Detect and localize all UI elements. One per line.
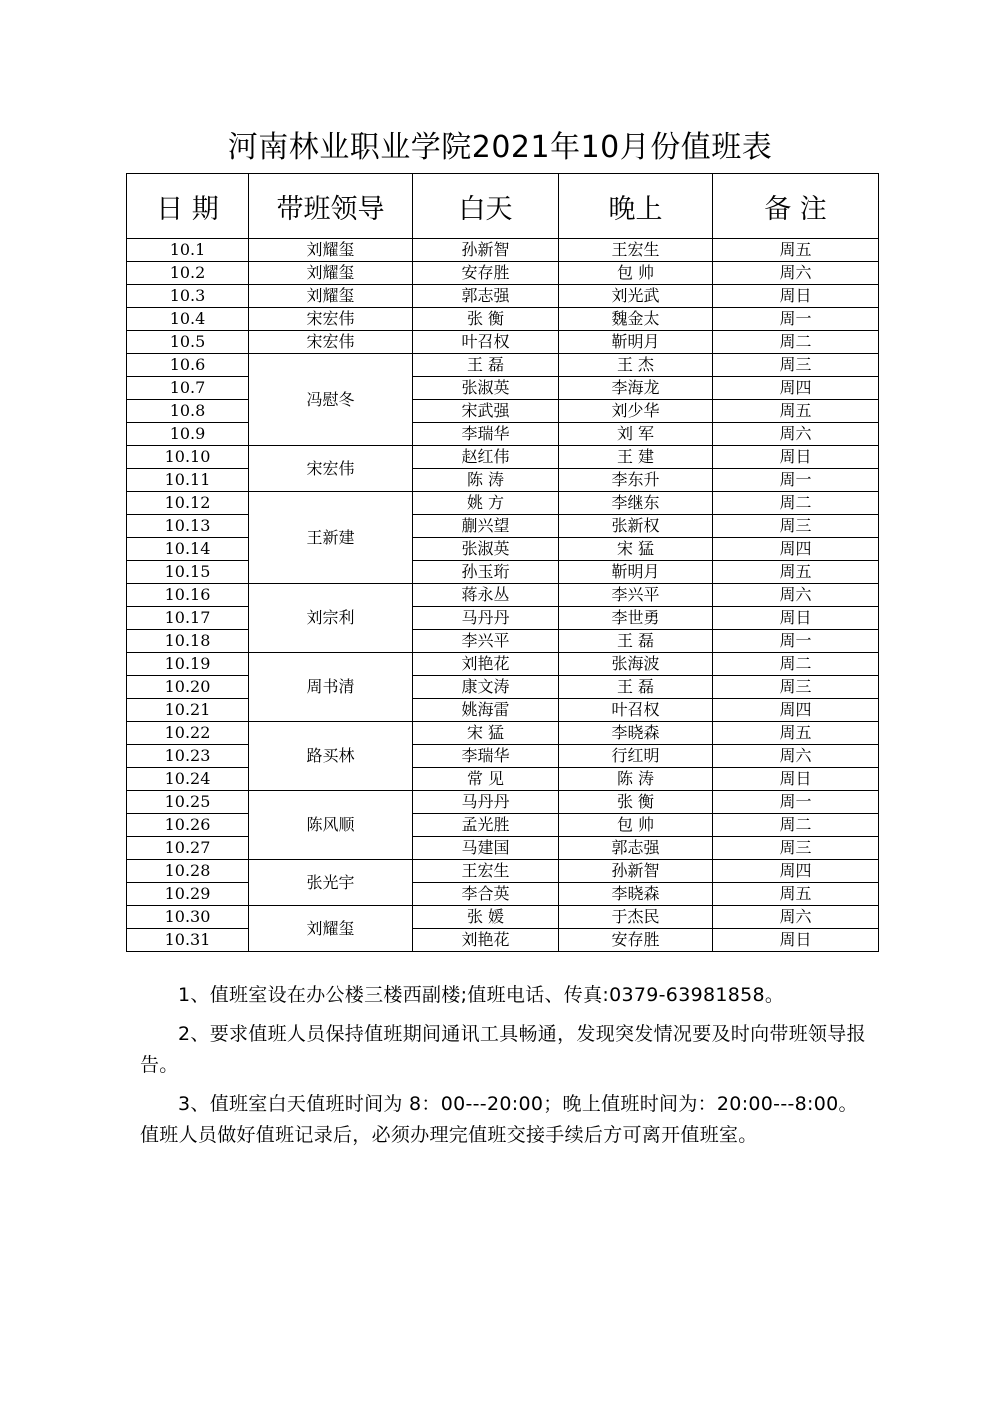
table-header-row (127, 174, 879, 239)
table-row (127, 561, 879, 584)
cell-remarks: 周五 (713, 239, 879, 262)
header-day-shift: 白天 (413, 174, 559, 239)
table-row (127, 584, 879, 607)
cell-remarks: 周日 (713, 929, 879, 952)
cell-date: 10.3 (127, 285, 249, 308)
cell-remarks: 周四 (713, 377, 879, 400)
cell-leader: 刘耀玺 (249, 239, 413, 262)
table-row (127, 676, 879, 699)
cell-day-shift: 蒋永丛 (413, 584, 559, 607)
cell-day-shift: 郭志强 (413, 285, 559, 308)
cell-date: 10.23 (127, 745, 249, 768)
cell-night-shift: 安存胜 (559, 929, 713, 952)
table-row (127, 883, 879, 906)
cell-night-shift: 包 帅 (559, 262, 713, 285)
cell-night-shift: 李继东 (559, 492, 713, 515)
cell-night-shift: 刘光武 (559, 285, 713, 308)
cell-remarks: 周二 (713, 492, 879, 515)
cell-night-shift: 宋 猛 (559, 538, 713, 561)
cell-day-shift: 孙玉珩 (413, 561, 559, 584)
header-date: 日 期 (127, 174, 249, 239)
cell-day-shift: 赵红伟 (413, 446, 559, 469)
cell-date: 10.9 (127, 423, 249, 446)
cell-leader: 冯慰冬 (249, 354, 413, 446)
header-night-shift: 晚上 (559, 174, 713, 239)
table-row (127, 699, 879, 722)
cell-night-shift: 王宏生 (559, 239, 713, 262)
cell-leader: 宋宏伟 (249, 308, 413, 331)
table-row (127, 469, 879, 492)
table-row (127, 492, 879, 515)
cell-remarks: 周六 (713, 262, 879, 285)
cell-day-shift: 姚海雷 (413, 699, 559, 722)
cell-date: 10.18 (127, 630, 249, 653)
cell-remarks: 周五 (713, 883, 879, 906)
table-row (127, 607, 879, 630)
cell-remarks: 周六 (713, 745, 879, 768)
cell-leader: 路买林 (249, 722, 413, 791)
cell-date: 10.22 (127, 722, 249, 745)
cell-night-shift: 魏金太 (559, 308, 713, 331)
cell-day-shift: 李瑞华 (413, 745, 559, 768)
cell-leader: 宋宏伟 (249, 331, 413, 354)
cell-date: 10.19 (127, 653, 249, 676)
cell-date: 10.2 (127, 262, 249, 285)
cell-leader: 周书清 (249, 653, 413, 722)
cell-day-shift: 李兴平 (413, 630, 559, 653)
table-row (127, 837, 879, 860)
cell-night-shift: 行红明 (559, 745, 713, 768)
cell-night-shift: 王 磊 (559, 630, 713, 653)
cell-remarks: 周六 (713, 906, 879, 929)
table-row (127, 262, 879, 285)
cell-remarks: 周五 (713, 400, 879, 423)
cell-night-shift: 靳明月 (559, 561, 713, 584)
cell-remarks: 周四 (713, 538, 879, 561)
page-title: 河南林业职业学院2021年10月份值班表 (227, 130, 773, 165)
cell-day-shift: 康文涛 (413, 676, 559, 699)
cell-night-shift: 刘 军 (559, 423, 713, 446)
cell-remarks: 周日 (713, 446, 879, 469)
table-row (127, 538, 879, 561)
note-1: 1、值班室设在办公楼三楼西副楼;值班电话、传真:0379-63981858。 (178, 984, 785, 1006)
cell-day-shift: 孙新智 (413, 239, 559, 262)
cell-date: 10.30 (127, 906, 249, 929)
cell-night-shift: 陈 涛 (559, 768, 713, 791)
cell-date: 10.1 (127, 239, 249, 262)
cell-remarks: 周三 (713, 354, 879, 377)
cell-leader: 刘宗利 (249, 584, 413, 653)
cell-date: 10.10 (127, 446, 249, 469)
cell-date: 10.13 (127, 515, 249, 538)
cell-remarks: 周一 (713, 308, 879, 331)
duty-table (126, 173, 879, 952)
table-row (127, 791, 879, 814)
cell-day-shift: 王宏生 (413, 860, 559, 883)
cell-remarks: 周四 (713, 699, 879, 722)
cell-date: 10.20 (127, 676, 249, 699)
cell-date: 10.5 (127, 331, 249, 354)
cell-day-shift: 马建国 (413, 837, 559, 860)
cell-remarks: 周三 (713, 676, 879, 699)
cell-day-shift: 常 见 (413, 768, 559, 791)
table-row (127, 722, 879, 745)
cell-day-shift: 蒯兴望 (413, 515, 559, 538)
cell-remarks: 周三 (713, 515, 879, 538)
cell-day-shift: 姚 方 (413, 492, 559, 515)
cell-night-shift: 王 磊 (559, 676, 713, 699)
cell-remarks: 周日 (713, 285, 879, 308)
cell-remarks: 周日 (713, 768, 879, 791)
cell-date: 10.25 (127, 791, 249, 814)
cell-date: 10.14 (127, 538, 249, 561)
cell-day-shift: 马丹丹 (413, 607, 559, 630)
table-body (127, 239, 879, 952)
cell-remarks: 周六 (713, 584, 879, 607)
cell-day-shift: 孟光胜 (413, 814, 559, 837)
cell-remarks: 周五 (713, 561, 879, 584)
cell-remarks: 周四 (713, 860, 879, 883)
table-row (127, 239, 879, 262)
cell-date: 10.28 (127, 860, 249, 883)
notes-section (140, 980, 866, 1159)
cell-day-shift: 张 衡 (413, 308, 559, 331)
cell-leader: 刘耀玺 (249, 285, 413, 308)
cell-leader: 王新建 (249, 492, 413, 584)
cell-date: 10.8 (127, 400, 249, 423)
cell-night-shift: 张新权 (559, 515, 713, 538)
cell-leader: 刘耀玺 (249, 262, 413, 285)
table-row (127, 929, 879, 952)
cell-night-shift: 靳明月 (559, 331, 713, 354)
cell-date: 10.31 (127, 929, 249, 952)
cell-day-shift: 叶召权 (413, 331, 559, 354)
cell-day-shift: 刘艳花 (413, 929, 559, 952)
cell-day-shift: 刘艳花 (413, 653, 559, 676)
cell-date: 10.24 (127, 768, 249, 791)
cell-day-shift: 王 磊 (413, 354, 559, 377)
table-row (127, 768, 879, 791)
cell-leader: 张光宇 (249, 860, 413, 906)
cell-night-shift: 李晓森 (559, 722, 713, 745)
cell-day-shift: 宋武强 (413, 400, 559, 423)
cell-night-shift: 王 杰 (559, 354, 713, 377)
cell-remarks: 周一 (713, 791, 879, 814)
cell-date: 10.29 (127, 883, 249, 906)
cell-remarks: 周二 (713, 653, 879, 676)
table-row (127, 285, 879, 308)
cell-night-shift: 李兴平 (559, 584, 713, 607)
table-row (127, 653, 879, 676)
cell-date: 10.7 (127, 377, 249, 400)
table-row (127, 814, 879, 837)
cell-date: 10.27 (127, 837, 249, 860)
cell-remarks: 周二 (713, 331, 879, 354)
cell-date: 10.21 (127, 699, 249, 722)
cell-remarks: 周一 (713, 630, 879, 653)
cell-leader: 陈风顺 (249, 791, 413, 860)
cell-remarks: 周六 (713, 423, 879, 446)
note-2: 2、要求值班人员保持值班期间通讯工具畅通，发现突发情况要及时向带班领导报告。 (140, 1023, 866, 1076)
table-row (127, 400, 879, 423)
table-row (127, 860, 879, 883)
cell-night-shift: 叶召权 (559, 699, 713, 722)
cell-date: 10.6 (127, 354, 249, 377)
cell-day-shift: 陈 涛 (413, 469, 559, 492)
table-row (127, 745, 879, 768)
cell-night-shift: 孙新智 (559, 860, 713, 883)
header-leader: 带班领导 (249, 174, 413, 239)
cell-leader: 宋宏伟 (249, 446, 413, 492)
cell-date: 10.17 (127, 607, 249, 630)
note-3: 3、值班室白天值班时间为 8：00---20:00；晚上值班时间为：20:00---8:00。值班人员做好值班记录后，必须办理完值班交接手续后方可离开值班室。 (140, 1093, 858, 1146)
cell-night-shift: 王 建 (559, 446, 713, 469)
cell-night-shift: 刘少华 (559, 400, 713, 423)
cell-night-shift: 李东升 (559, 469, 713, 492)
cell-night-shift: 李世勇 (559, 607, 713, 630)
cell-remarks: 周日 (713, 607, 879, 630)
table-row (127, 630, 879, 653)
table-row (127, 515, 879, 538)
cell-day-shift: 张淑英 (413, 538, 559, 561)
table-row (127, 423, 879, 446)
cell-night-shift: 李海龙 (559, 377, 713, 400)
table-row (127, 377, 879, 400)
cell-night-shift: 张 衡 (559, 791, 713, 814)
cell-day-shift: 宋 猛 (413, 722, 559, 745)
cell-day-shift: 马丹丹 (413, 791, 559, 814)
cell-date: 10.16 (127, 584, 249, 607)
cell-day-shift: 张 媛 (413, 906, 559, 929)
header-remarks: 备 注 (713, 174, 879, 239)
table-row (127, 906, 879, 929)
cell-night-shift: 李晓森 (559, 883, 713, 906)
cell-day-shift: 李合英 (413, 883, 559, 906)
cell-remarks: 周三 (713, 837, 879, 860)
cell-night-shift: 包 帅 (559, 814, 713, 837)
cell-day-shift: 张淑英 (413, 377, 559, 400)
table-row (127, 331, 879, 354)
cell-leader: 刘耀玺 (249, 906, 413, 952)
cell-date: 10.11 (127, 469, 249, 492)
cell-remarks: 周二 (713, 814, 879, 837)
cell-date: 10.12 (127, 492, 249, 515)
cell-night-shift: 郭志强 (559, 837, 713, 860)
cell-night-shift: 于杰民 (559, 906, 713, 929)
cell-day-shift: 安存胜 (413, 262, 559, 285)
table-row (127, 308, 879, 331)
table-row (127, 354, 879, 377)
cell-remarks: 周一 (713, 469, 879, 492)
cell-date: 10.4 (127, 308, 249, 331)
cell-day-shift: 李瑞华 (413, 423, 559, 446)
cell-date: 10.15 (127, 561, 249, 584)
table-row (127, 446, 879, 469)
cell-date: 10.26 (127, 814, 249, 837)
cell-night-shift: 张海波 (559, 653, 713, 676)
cell-remarks: 周五 (713, 722, 879, 745)
